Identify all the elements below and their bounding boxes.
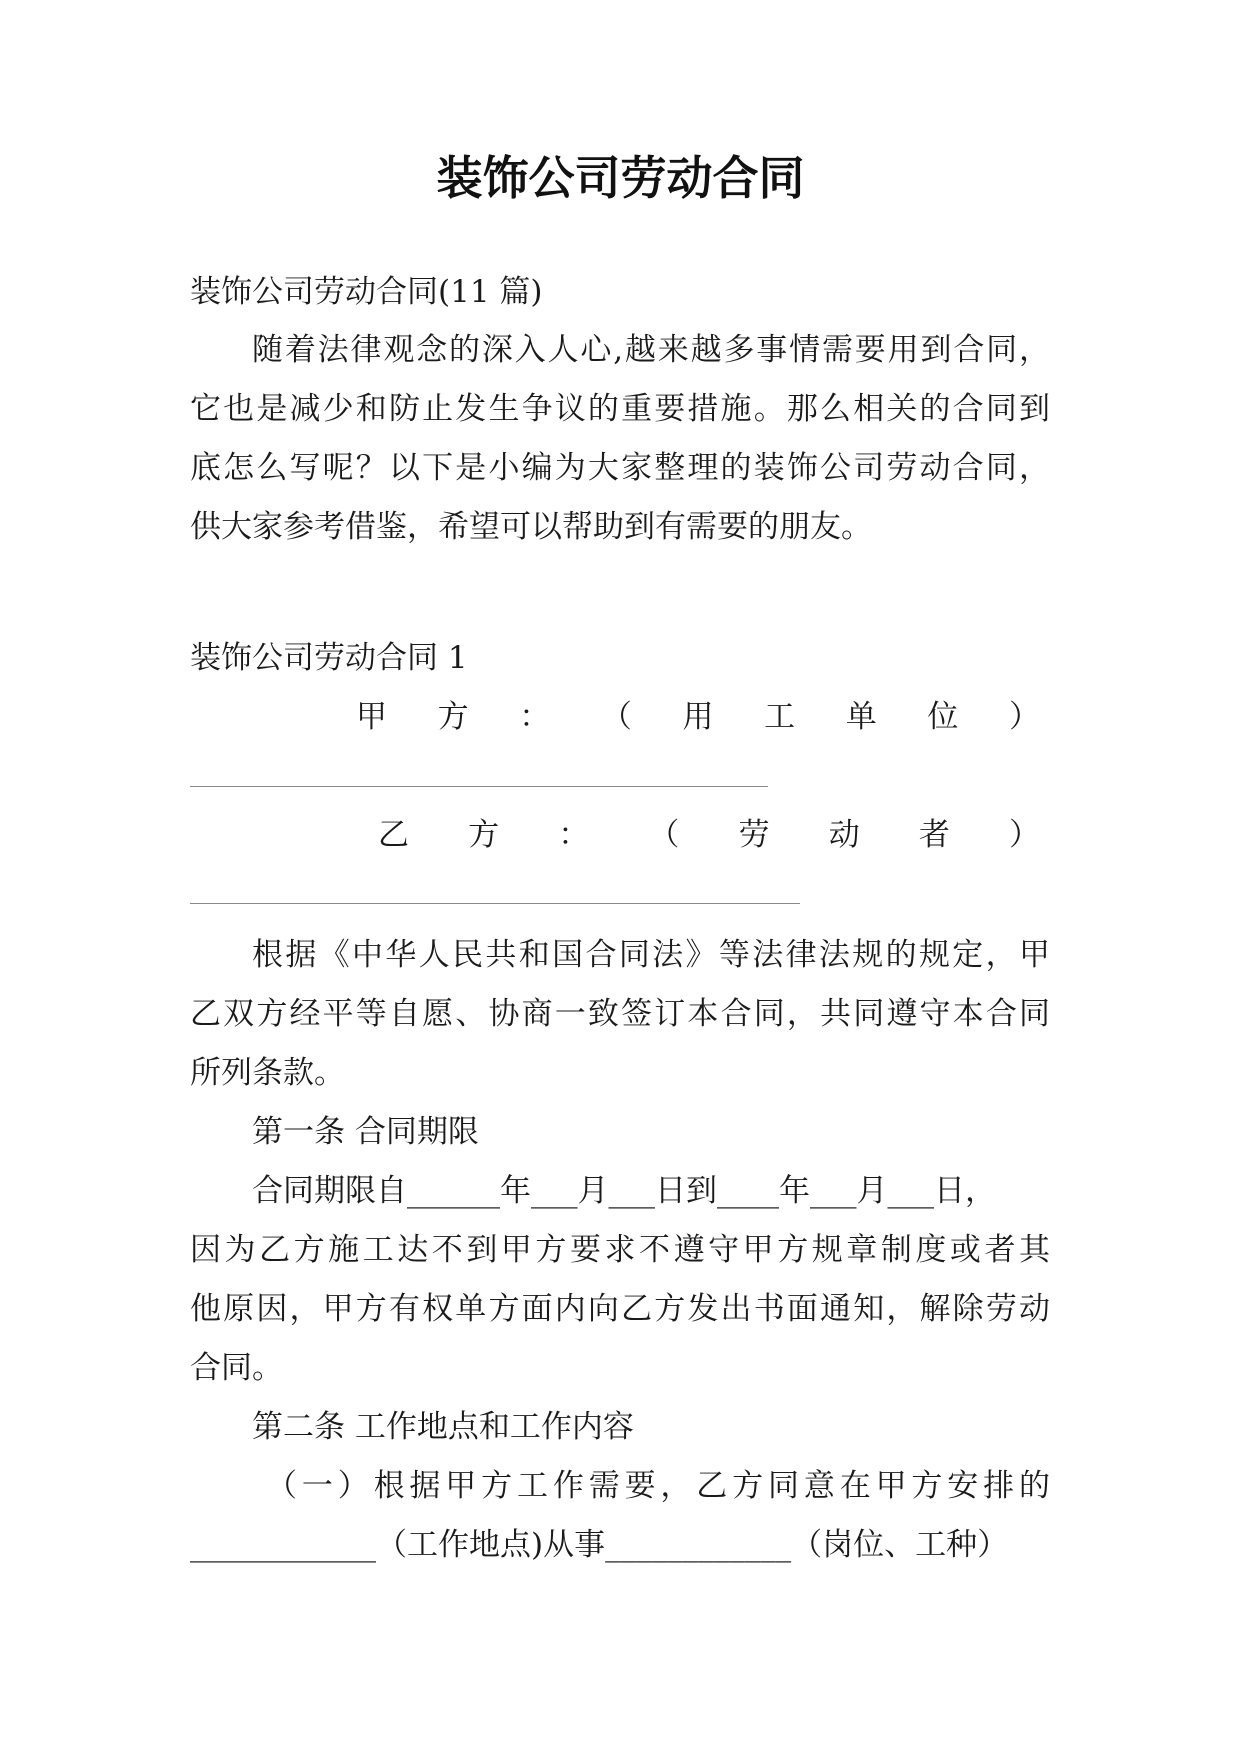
article-1-line-3: 他原因，甲方有权单方面内向乙方发出书面通知，解除劳动 (190, 1291, 1050, 1327)
party-b-char: ： (558, 817, 590, 853)
intro-line-1: 随着法律观念的深入人心,越来越多事情需要用到合同， (252, 332, 1050, 368)
party-a-char: 用 (682, 699, 714, 735)
party-a-char: ： (519, 699, 551, 735)
intro-line-3: 底怎么写呢？以下是小编为大家整理的装饰公司劳动合同， (190, 450, 1050, 486)
party-a-char: 甲 (356, 699, 387, 735)
article-1-line-4: 合同。 (190, 1350, 283, 1386)
party-b-char: 乙 (378, 817, 409, 853)
party-a-char: ） (1009, 699, 1040, 735)
basis-line-1: 根据《中华人民共和国合同法》等法律法规的规定，甲 (252, 937, 1050, 973)
basis-line-2: 乙双方经平等自愿、协商一致签订本合同，共同遵守本合同 (190, 996, 1050, 1032)
party-a-char: 工 (764, 699, 796, 735)
intro-line-4: 供大家参考借鉴，希望可以帮助到有需要的朋友。 (190, 509, 872, 545)
party-a-char: 方 (437, 699, 469, 735)
party-b-char: 劳 (738, 817, 770, 853)
party-b-blank-line (190, 903, 800, 904)
party-a-blank-line (190, 786, 768, 787)
party-b-char: 方 (468, 817, 500, 853)
article-1-line-1: 合同期限自______年___月___日到____年___月___日， (252, 1173, 996, 1209)
document-title: 装饰公司劳动合同 (436, 151, 805, 205)
party-b-char: 动 (828, 817, 860, 853)
party-b-char: 者 (918, 817, 950, 853)
document-subtitle: 装饰公司劳动合同(11 篇) (190, 274, 543, 310)
section-heading: 装饰公司劳动合同 1 (190, 640, 468, 676)
party-b-char: （ (648, 817, 680, 853)
party-a-line (356, 697, 1040, 737)
party-a-char: 单 (845, 699, 877, 735)
party-a-char: 位 (927, 699, 959, 735)
article-1-line-2: 因为乙方施工达不到甲方要求不遵守甲方规章制度或者其 (190, 1232, 1050, 1268)
article-1-heading: 第一条 合同期限 (252, 1114, 479, 1150)
article-2-line-2: ____________（工作地点)从事____________（岗位、工种） (190, 1527, 1009, 1563)
article-2-line-1: （一）根据甲方工作需要，乙方同意在甲方安排的 (266, 1468, 1050, 1504)
party-b-char: ） (1008, 817, 1040, 853)
intro-line-2: 它也是减少和防止发生争议的重要措施。那么相关的合同到 (190, 391, 1050, 427)
party-b-line (378, 815, 1040, 855)
basis-line-3: 所列条款。 (190, 1055, 345, 1091)
article-2-heading: 第二条 工作地点和工作内容 (252, 1409, 634, 1445)
party-a-char: （ (600, 699, 632, 735)
